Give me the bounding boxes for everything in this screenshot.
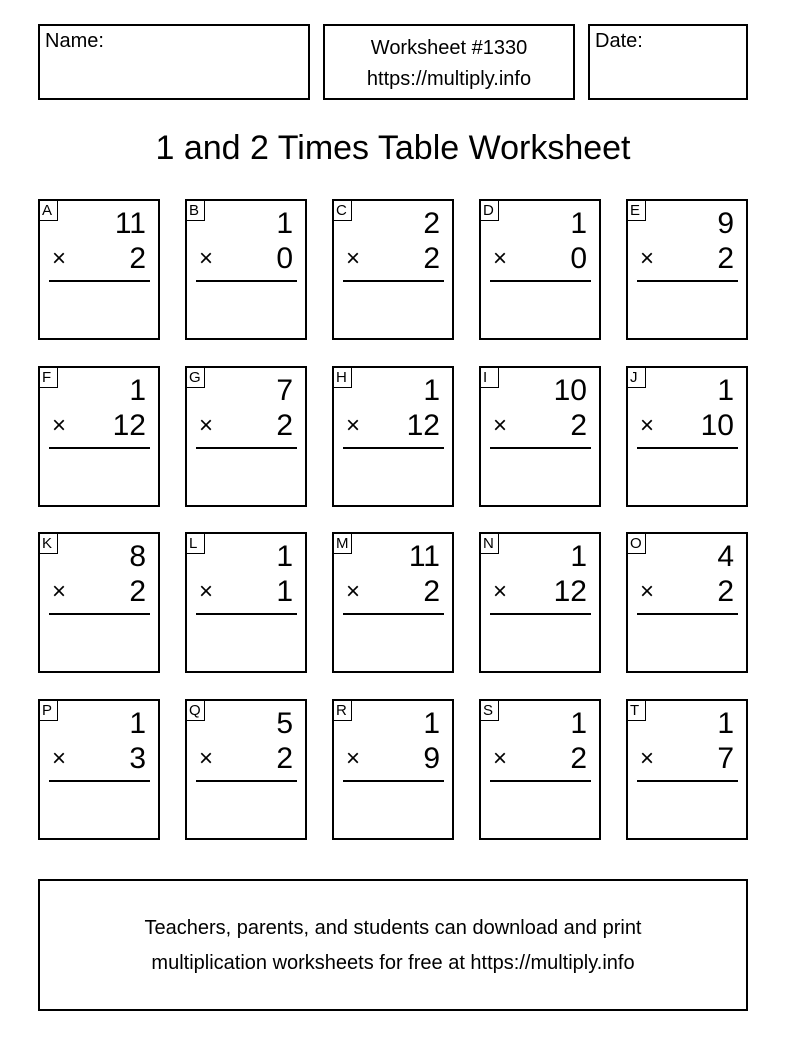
problem-letter: K: [39, 533, 58, 554]
page-title: 1 and 2 Times Table Worksheet: [155, 129, 631, 167]
worksheet-number: Worksheet #1330: [370, 37, 528, 59]
footer-line-2: multiplication worksheets for free at https://multiply.info: [151, 952, 635, 974]
times-sign: ×: [346, 745, 361, 772]
times-sign: ×: [493, 412, 508, 439]
problem-letter: A: [39, 200, 58, 221]
multiplier: 1: [276, 575, 293, 608]
problem-card[interactable]: [38, 532, 160, 673]
answer-line: [343, 447, 444, 449]
multiplier: 3: [129, 742, 146, 775]
answer-line: [343, 613, 444, 615]
problem-card[interactable]: [38, 199, 160, 340]
answer-line: [49, 613, 150, 615]
problem-letter: S: [480, 700, 499, 721]
problem-card[interactable]: [479, 699, 601, 840]
footer-line-1: Teachers, parents, and students can download and print: [144, 917, 642, 939]
multiplicand: 11: [114, 207, 146, 240]
multiplier: 2: [276, 742, 293, 775]
multiplicand: 2: [423, 207, 440, 240]
problem-letter: T: [627, 700, 646, 721]
multiplier: 0: [276, 242, 293, 275]
answer-line: [637, 447, 738, 449]
problem-card[interactable]: [626, 699, 748, 840]
problem-letter: M: [333, 533, 352, 554]
problem-card[interactable]: [185, 199, 307, 340]
times-sign: ×: [199, 245, 214, 272]
multiplier: 7: [717, 742, 734, 775]
answer-line: [343, 780, 444, 782]
multiplier: 12: [406, 409, 440, 442]
problem-card[interactable]: [185, 532, 307, 673]
multiplicand: 1: [276, 207, 293, 240]
problem-card[interactable]: [38, 699, 160, 840]
problem-letter: C: [333, 200, 352, 221]
problem-card[interactable]: [332, 532, 454, 673]
answer-line: [49, 280, 150, 282]
problem-letter: Q: [186, 700, 205, 721]
multiplier: 2: [276, 409, 293, 442]
times-sign: ×: [640, 745, 655, 772]
problem-letter: L: [186, 533, 205, 554]
multiplier: 12: [112, 409, 146, 442]
multiplicand: 1: [570, 540, 587, 573]
times-sign: ×: [199, 412, 214, 439]
answer-line: [49, 780, 150, 782]
times-sign: ×: [640, 245, 655, 272]
answer-line: [196, 280, 297, 282]
times-sign: ×: [199, 578, 214, 605]
times-sign: ×: [493, 245, 508, 272]
multiplicand: 1: [717, 707, 734, 740]
problem-card[interactable]: [479, 366, 601, 507]
multiplicand: 9: [717, 207, 734, 240]
problem-letter: E: [627, 200, 646, 221]
problem-card[interactable]: [626, 199, 748, 340]
times-sign: ×: [493, 578, 508, 605]
problem-letter: G: [186, 367, 205, 388]
multiplier: 2: [129, 575, 146, 608]
multiplier: 12: [553, 575, 587, 608]
problem-card[interactable]: [626, 366, 748, 507]
problem-letter: B: [186, 200, 205, 221]
problem-card[interactable]: [332, 199, 454, 340]
times-sign: ×: [346, 578, 361, 605]
worksheet-url[interactable]: https://multiply.info: [366, 68, 532, 90]
problem-letter: P: [39, 700, 58, 721]
answer-line: [196, 613, 297, 615]
multiplicand: 1: [276, 540, 293, 573]
times-sign: ×: [493, 745, 508, 772]
answer-line: [196, 780, 297, 782]
multiplier: 0: [570, 242, 587, 275]
problem-card[interactable]: [479, 532, 601, 673]
answer-line: [637, 280, 738, 282]
problem-letter: I: [480, 367, 499, 388]
problem-letter: D: [480, 200, 499, 221]
times-sign: ×: [640, 412, 655, 439]
answer-line: [490, 780, 591, 782]
answer-line: [196, 447, 297, 449]
multiplier: 2: [570, 409, 587, 442]
multiplicand: 5: [276, 707, 293, 740]
multiplier: 9: [423, 742, 440, 775]
problem-letter: H: [333, 367, 352, 388]
multiplicand: 1: [423, 374, 440, 407]
times-sign: ×: [346, 412, 361, 439]
times-sign: ×: [52, 412, 67, 439]
multiplicand: 1: [129, 374, 146, 407]
multiplicand: 8: [129, 540, 146, 573]
problem-letter: N: [480, 533, 499, 554]
times-sign: ×: [52, 245, 67, 272]
answer-line: [490, 447, 591, 449]
answer-line: [490, 280, 591, 282]
problem-card[interactable]: [38, 366, 160, 507]
times-sign: ×: [52, 578, 67, 605]
date-label: Date:: [595, 30, 643, 52]
multiplier: 2: [570, 742, 587, 775]
problem-card[interactable]: [479, 199, 601, 340]
times-sign: ×: [52, 745, 67, 772]
multiplier: 2: [717, 242, 734, 275]
multiplicand: 10: [553, 374, 587, 407]
multiplicand: 4: [717, 540, 734, 573]
answer-line: [343, 280, 444, 282]
multiplicand: 1: [129, 707, 146, 740]
multiplicand: 1: [570, 207, 587, 240]
problem-card[interactable]: [185, 699, 307, 840]
multiplicand: 1: [570, 707, 587, 740]
multiplicand: 1: [717, 374, 734, 407]
multiplier: 10: [700, 409, 734, 442]
problem-letter: F: [39, 367, 58, 388]
answer-line: [490, 613, 591, 615]
multiplier: 2: [129, 242, 146, 275]
multiplicand: 11: [408, 540, 440, 573]
answer-line: [49, 447, 150, 449]
footer-box: [38, 879, 748, 1011]
name-label: Name:: [45, 30, 104, 52]
answer-line: [637, 613, 738, 615]
problem-letter: J: [627, 367, 646, 388]
multiplicand: 7: [276, 374, 293, 407]
multiplier: 2: [423, 242, 440, 275]
multiplier: 2: [423, 575, 440, 608]
problem-card[interactable]: [332, 366, 454, 507]
multiplier: 2: [717, 575, 734, 608]
problem-letter: R: [333, 700, 352, 721]
problem-card[interactable]: [332, 699, 454, 840]
answer-line: [637, 780, 738, 782]
multiplicand: 1: [423, 707, 440, 740]
times-sign: ×: [199, 745, 214, 772]
times-sign: ×: [640, 578, 655, 605]
times-sign: ×: [346, 245, 361, 272]
problem-card[interactable]: [185, 366, 307, 507]
problem-card[interactable]: [626, 532, 748, 673]
problem-letter: O: [627, 533, 646, 554]
